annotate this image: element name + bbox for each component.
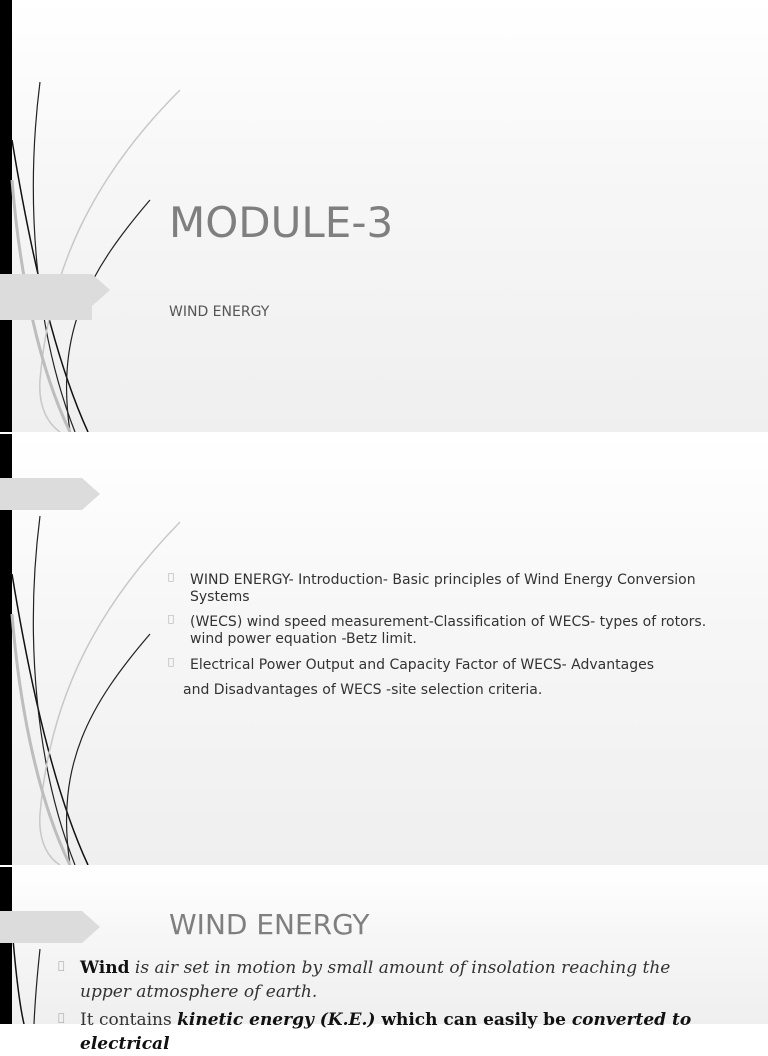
bullet-text: (WECS) wind speed measurement-Classification of WECS- types of rotors. wind power equation -Betz limit.: [190, 614, 707, 647]
accent-tab: [0, 274, 92, 320]
bullet-lead: It contains: [80, 1010, 178, 1030]
slide-title: MODULE-3: [169, 198, 394, 247]
slide-subtitle: WIND ENERGY: [169, 304, 270, 320]
bullet-text: [58, 1008, 718, 1056]
slide-title: WIND ENERGY: [169, 908, 370, 941]
bullet-marker-icon: [168, 569, 174, 586]
bullet-text: Electrical Power Output and Capacity Factor of WECS- Advantages: [190, 657, 654, 673]
bullet-continuation: and Disadvantages of WECS -site selection criteria.: [183, 682, 543, 698]
bullet-item: [58, 1008, 718, 1056]
bullet-text: WIND ENERGY- Introduction- Basic principles of Wind Energy Conversion Systems: [190, 572, 696, 605]
bullet-item: [168, 614, 728, 648]
bold-term: converted to electrical: [80, 1010, 692, 1054]
bullet-item: [168, 657, 728, 674]
bullet-rest: is air set in motion by small amount of insolation reaching the upper atmosphere of earth.: [80, 958, 671, 1002]
accent-tab: [0, 478, 82, 510]
bullet-marker-icon: [58, 1006, 65, 1030]
bullet-item: [168, 572, 728, 606]
accent-tab: [0, 911, 82, 943]
bullet-marker-icon: [168, 611, 174, 628]
bold-term: Wind: [80, 958, 130, 978]
bold-phrase: which can easily be: [375, 1010, 572, 1030]
bullet-marker-icon: [168, 654, 174, 671]
slide-1: [0, 0, 768, 432]
slide-2: [0, 434, 768, 865]
bold-term: kinetic energy (K.E.): [177, 1010, 376, 1030]
bullet-marker-icon: [58, 954, 65, 978]
bullet-item: [58, 956, 718, 1004]
bullet-text: [58, 956, 718, 1004]
